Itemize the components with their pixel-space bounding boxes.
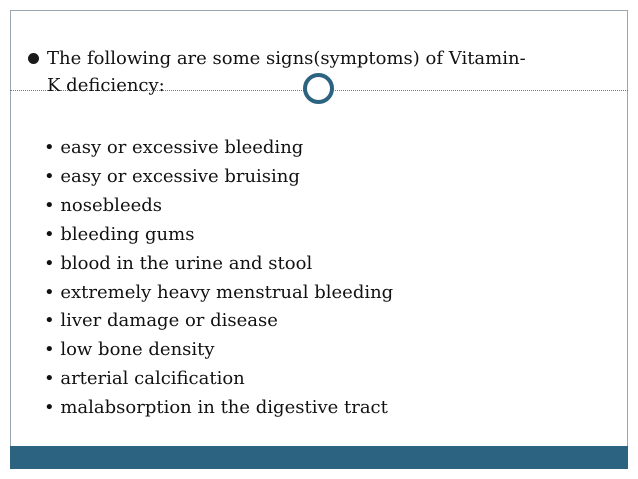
list-item: • blood in the urine and stool bbox=[44, 252, 313, 274]
list-item: • bleeding gums bbox=[44, 223, 195, 245]
list-item: • malabsorption in the digestive tract bbox=[44, 397, 388, 419]
list-item: • nosebleeds bbox=[44, 194, 163, 216]
symptom-list bbox=[44, 134, 393, 423]
bullet-dot-icon bbox=[28, 53, 39, 64]
list-item: • easy or excessive bleeding bbox=[44, 137, 304, 158]
list-item: • extremely heavy menstrual bleeding bbox=[44, 281, 394, 303]
list-item: • easy or excessive bruising bbox=[44, 165, 300, 187]
slide-heading bbox=[28, 45, 613, 99]
list-item: • low bone density bbox=[44, 339, 215, 361]
footer-bar bbox=[10, 446, 628, 469]
list-item: • arterial calcification bbox=[44, 368, 245, 390]
heading-text: The following are some signs(symptoms) of Vitamin- K deficiency: bbox=[47, 48, 526, 96]
list-item: • liver damage or disease bbox=[44, 310, 278, 332]
